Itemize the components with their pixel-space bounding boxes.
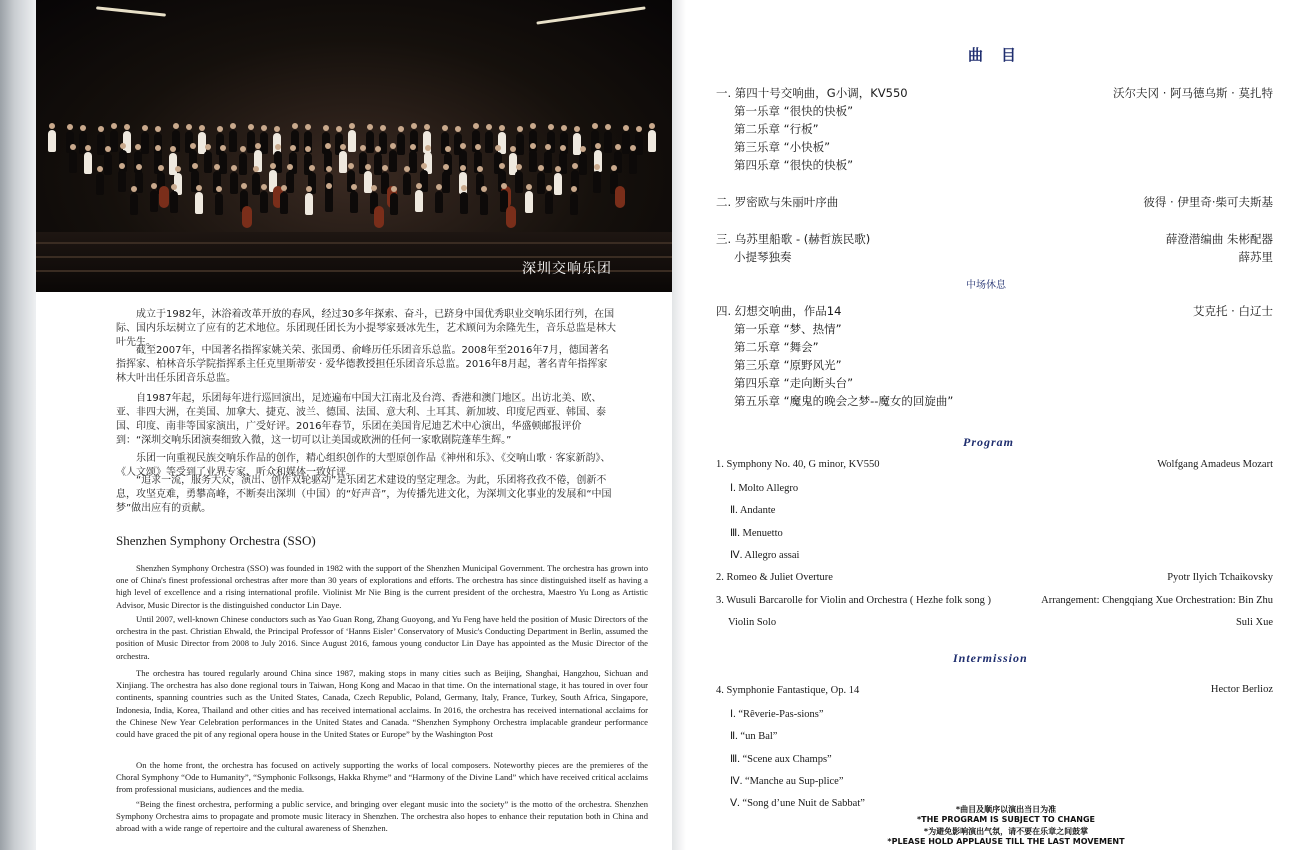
cn-intro-paragraph-4: 乐团一向重视民族交响乐作品的创作，精心组织创作的大型原创作品《神州和乐》、《交响山歌 · 客家新韵》、《人文颂》等受到了业界专家、听众和媒体一致好评。 (116, 453, 611, 478)
en-item3-soloist: Suli Xue (1235, 617, 1273, 628)
orchestra-member (435, 191, 443, 213)
note-program-subject-en: *THE PROGRAM IS SUBJECT TO CHANGE (916, 815, 1096, 824)
orchestra-member (480, 193, 488, 215)
orchestra-member (515, 171, 523, 193)
cn-item4-composer: 艾克托 · 白辽士 (1193, 304, 1273, 318)
left-page (36, 0, 672, 850)
cn-item4-movement: 第二乐章 “舞会” (734, 340, 819, 354)
sso-title: Shenzhen Symphony Orchestra (SSO) (116, 533, 316, 548)
orchestra-member (544, 151, 552, 173)
orchestra-member (516, 133, 524, 155)
orchestra-member (629, 152, 637, 174)
en-item3-solo: Violin Solo (728, 617, 777, 628)
en-item1-movement: Ⅰ. Molto Allegro (730, 483, 799, 494)
cn-item3-composer: 薛澄潜编曲 朱彬配器 (1165, 232, 1273, 246)
binding-edge-left (0, 0, 36, 850)
orchestra-member (69, 151, 77, 173)
cn-item1-movement: 第三乐章 “小快板” (734, 140, 831, 154)
note-applause-en: *PLEASE HOLD APPLAUSE TILL THE LAST MOVEMENT (887, 837, 1125, 846)
en-item4-movement: Ⅳ. “Manche au Sup-plice” (730, 776, 844, 787)
orchestra-member (110, 130, 118, 152)
sso-paragraph-5: “Being the finest orchestra, performing a public service, and bringing over elegant music into the society” is the motto of the orchestra. Shenzhen Symphony Orchestra aims to propagate and promote music literacy in Shenzhen. The orchestra also hopes to enhance their reputation both in China and abroad with a wide range of repertoire and the cultural awareness of Shenzhen. (116, 799, 648, 834)
cn-item4-movement: 第五乐章 “魔鬼的晚会之梦--魔女的回旋曲” (734, 394, 954, 408)
cn-item1-movement: 第一乐章 “很快的快板” (734, 104, 854, 118)
orchestra-member (420, 170, 428, 192)
orchestra-member (648, 130, 656, 152)
orchestra-member (96, 173, 104, 195)
orchestra-member (485, 131, 493, 153)
orchestra-member (442, 171, 450, 193)
orchestra-member (366, 131, 374, 153)
orchestra-member (230, 172, 238, 194)
orchestra-member (374, 153, 382, 175)
orchestra-member (204, 151, 212, 173)
orchestra-member (97, 133, 105, 155)
cello (615, 186, 625, 208)
note-program-subject-cn: *曲目及顺序以演出当日为准 (955, 805, 1057, 814)
orchestra-member (239, 153, 247, 175)
en-item4-movement: Ⅰ. “Rêverie-Pas-sions” (730, 709, 824, 720)
en-item1-title: 1. Symphony No. 40, G minor, KV550 (716, 459, 880, 470)
orchestra-member (525, 191, 533, 213)
orchestra-member (286, 171, 294, 193)
orchestra-member (215, 193, 223, 215)
orchestra-member (348, 130, 356, 152)
cn-item4-movement: 第四乐章 “走向断头台” (734, 376, 854, 390)
cn-intermission: 中场休息 (966, 280, 1006, 291)
program-heading-en: Program (963, 435, 1015, 449)
en-item4-title: 4. Symphonie Fantastique, Op. 14 (716, 685, 860, 696)
cn-intro-paragraph-3: 自1987年起，乐团每年进行巡回演出，足迹遍布中国大江南北及台湾、香港和澳门地区。出访北美、欧、亚、非四大洲，在美国、加拿大、捷克、波兰、德国、法国、意大利、土耳其、新加坡、印度尼西亚、韩国、泰国、印度、南非等国家演出，广受好评。2016年春节，乐团在美国肯尼迪艺术中心演出，华盛顿邮报评价到：“深圳交响乐团演奏细致入微，这一切可以让美国或欧洲的任何一家歌剧院蓬荜生辉。” (116, 393, 606, 446)
orchestra-member (573, 133, 581, 155)
orchestra-member (397, 133, 405, 155)
cn-item1-title: 一. 第四十号交响曲，G小调，KV550 (716, 86, 908, 100)
binding-edge-center (672, 0, 686, 850)
right-page (686, 0, 1313, 850)
en-item1-movement: Ⅱ. Andante (730, 505, 776, 516)
cello (374, 206, 384, 228)
en-item1-movement: Ⅳ. Allegro assai (730, 550, 800, 561)
orchestra-member (635, 133, 643, 155)
en-item2-title: 2. Romeo & Juliet Overture (716, 572, 833, 583)
cn-item3-soloist: 薛苏里 (1238, 250, 1273, 264)
orchestra-member (219, 152, 227, 174)
cello (506, 206, 516, 228)
orchestra-member (48, 130, 56, 152)
cn-item1-movement: 第四乐章 “很快的快板” (734, 158, 854, 172)
stage-light (96, 6, 166, 16)
orchestra-member (229, 130, 237, 152)
en-item4-movement: Ⅲ. “Scene aux Champs” (730, 754, 832, 765)
program-heading-cn: 曲目 (968, 46, 1035, 64)
stage-light (536, 6, 645, 24)
cn-item4-movement: 第一乐章 “梦、热情” (734, 322, 842, 336)
orchestra-member (170, 191, 178, 213)
orchestra-member (529, 150, 537, 172)
orchestra-member (252, 173, 260, 195)
sso-paragraph-1: Shenzhen Symphony Orchestra (SSO) was founded in 1982 with the support of the Shenzhen Municipal Government. The orchestra has grown into one of China's finest professional orchestras after more than 30 years of explorations and efforts. The orchestra has since distinguished itself as having a high level of excellence and a rising international profile. Violinist Mr Nie Bing is the current president of the orchestra, Maestro Yu Long as Artistic Advisor, Music Director is the distinguished conductor Lin Daye. (116, 563, 648, 610)
orchestra-member (280, 192, 288, 214)
orchestra-member (579, 153, 587, 175)
orchestra-member (130, 193, 138, 215)
orchestra-member (150, 190, 158, 212)
orchestra-member (390, 193, 398, 215)
en-item3-title: 3. Wusuli Barcarolle for Violin and Orchestra ( Hezhe folk song ) (716, 595, 991, 606)
en-item1-movement: Ⅲ. Menuetto (730, 528, 783, 539)
en-item3-composer: Arrangement: Chengqiang Xue Orchestration: Bin Zhu (1041, 595, 1273, 606)
cn-intro-paragraph-2: 截至2007年，中国著名指挥家姚关荣、张国勇、俞峰历任乐团音乐总监。2008年至2016年7月，德国著名指挥家、柏林音乐学院指挥系主任克里斯蒂安 · 爱华德教授担任乐团音乐总监。2016年8月起，著名青年指挥家林大叶出任乐团音乐总监。 (116, 345, 609, 384)
orchestra-member (104, 153, 112, 175)
orchestra-photo (36, 0, 672, 292)
orchestra-member (389, 150, 397, 172)
photo-caption: 深圳交响乐团 (522, 261, 612, 277)
orchestra-member (570, 193, 578, 215)
en-intermission: Intermission (953, 651, 1028, 665)
cello (242, 206, 252, 228)
orchestra-member (604, 131, 612, 153)
en-item4-composer: Hector Berlioz (1210, 684, 1273, 695)
sso-paragraph-4: On the home front, the orchestra has focused on actively supporting the works of local composers. Noteworthy pieces are the premieres of the Choral Symphony “Ode to Humanity”, “Symphonic Folksongs, Hakka Rhyme” and “Harmony of the Divine Land” which have received critical acclaims from professional musicians, audiences and the media. (116, 760, 648, 795)
orchestra-member (545, 192, 553, 214)
cn-intro-paragraph-1: 成立于1982年，沐浴着改革开放的春风，经过30多年探索、奋斗，已跻身中国优秀职业交响乐团行列，在国际、国内乐坛树立了应有的艺术地位。乐团现任团长为小提琴家聂冰先生，艺术顾问为余隆先生，音乐总监是林大叶先生。 (116, 309, 616, 348)
cn-intro-paragraph-5: “追求一流，服务大众，演出、创作双轮驱动”是乐团艺术建设的坚定理念。为此，乐团将孜孜不倦，创新不息，攻坚克难，勇攀高峰，不断奏出深圳（中国）的“好声音”，为传播先进文化，为深圳文化事业的发展和“中国梦”做出应有的贡献。 (116, 475, 612, 514)
cn-item4-title: 四. 幻想交响曲，作品14 (716, 304, 842, 318)
orchestra-member (554, 173, 562, 195)
cn-item2-composer: 彼得 · 伊里奇·柴可夫斯基 (1143, 195, 1273, 209)
orchestra-member (260, 191, 268, 213)
sso-paragraph-3: The orchestra has toured regularly around China since 1987, making stops in many cities such as Beijing, Shanghai, Hangzhou, Sichuan and Xinjiang. The orchestra has also done regional tours in Taiwan, Hong Kong and Macao in that time. On the international stage, it has toured in over four continents, spanning countries such as the United States, Canada, Czech Republic, Poland, Germany, Italy, France, Turkey, South Africa, Singapore, Indonesia, India, Korea, Thailand and other cities and has received international acclaims. In 2016, the orchestra has received international acclaims for the Chinese New Year Celebration performances in the United States and Canada. “Shenzhen Symphony Orchestra implacable grandeur performance could have graced the pit of any regional opera house in the United States or Europe” by the Washington Post (116, 668, 648, 740)
orchestra-member (339, 151, 347, 173)
en-item1-composer: Wolfgang Amadeus Mozart (1157, 459, 1273, 470)
orchestra-member (537, 172, 545, 194)
en-item4-movement: Ⅱ. “un Bal” (730, 731, 778, 742)
en-item2-composer: Pyotr Ilyich Tchaikovsky (1167, 572, 1273, 583)
cn-item1-movement: 第二乐章 “行板” (734, 122, 819, 136)
orchestra-member (195, 192, 203, 214)
orchestra-member (118, 170, 126, 192)
note-applause-cn: *为避免影响演出气氛，请不要在乐章之间鼓掌 (923, 827, 1089, 836)
orchestra-member (141, 132, 149, 154)
sso-paragraph-2: Until 2007, well-known Chinese conductors such as Yao Guan Rong, Zhang Guoyong, and Yu Feng have held the position of Music Directors of the orchestra in the past. Christian Ehwald, the Principal Professor of ‘Hanns Eisler’ Conservatory of Music's Conducting Department in Berlin, assumed the position of Music Director from 2008 to July 2016. Since August 2016, famous young conductor Lin Daye has appointed as the Music Director of the orchestra. (116, 614, 648, 661)
orchestra-member (622, 132, 630, 154)
orchestra-member (84, 152, 92, 174)
orchestra-member (415, 190, 423, 212)
cn-item3-solo: 小提琴独奏 (734, 250, 792, 264)
orchestra-member (305, 193, 313, 215)
orchestra-member (325, 190, 333, 212)
cn-item1-composer: 沃尔夫冈 · 阿马德乌斯 · 莫扎特 (1113, 86, 1273, 100)
cn-item4-movement: 第三乐章 “原野风光” (734, 358, 842, 372)
cn-item3-title: 三. 乌苏里船歌 - (赫哲族民歌) (716, 232, 871, 246)
orchestra-member (409, 151, 417, 173)
cello (159, 186, 169, 208)
orchestra-member (247, 131, 255, 153)
cn-item2-title: 二. 罗密欧与朱丽叶序曲 (716, 195, 839, 209)
orchestra-member (593, 171, 601, 193)
orchestra-member (460, 192, 468, 214)
en-item4-movement: Ⅴ. “Song d’une Nuit de Sabbat” (730, 798, 865, 809)
orchestra-member (403, 173, 411, 195)
orchestra-member (350, 191, 358, 213)
